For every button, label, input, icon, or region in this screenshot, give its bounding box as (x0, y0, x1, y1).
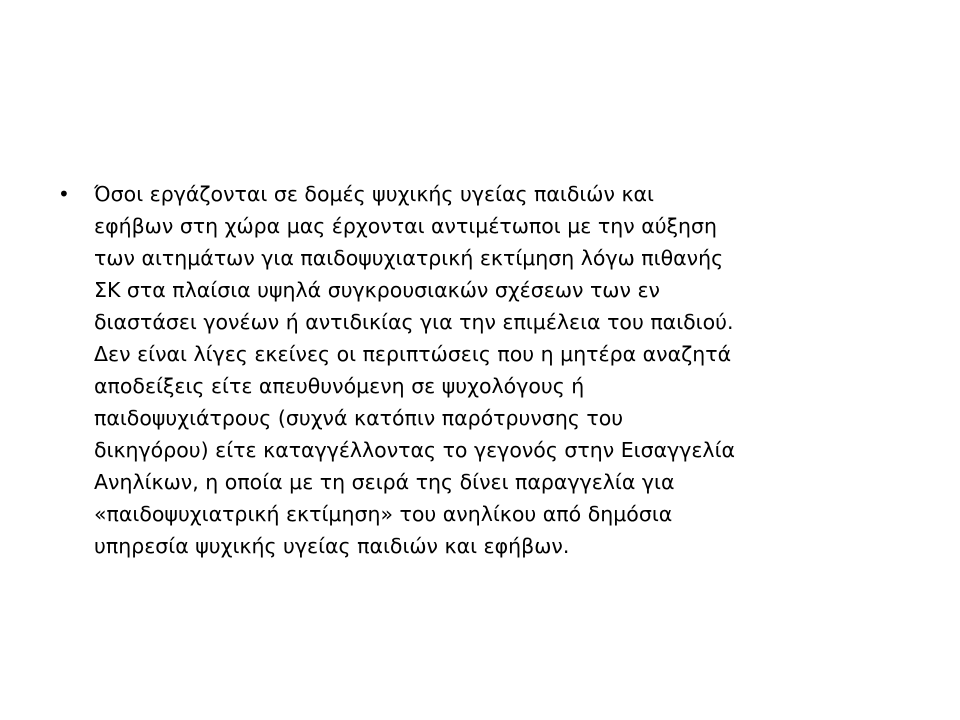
paragraph-line: Ανηλίκων, η οποία με τη σειρά της δίνει παραγγελία για (94, 470, 675, 494)
paragraph-line: ΣΚ στα πλαίσια υψηλά συγκρουσιακών σχέσεων των εν (94, 278, 660, 302)
paragraph-line: εφήβων στη χώρα μας έρχονται αντιμέτωποι με την αύξηση (94, 214, 717, 238)
paragraph-line: διαστάσει γονέων ή αντιδικίας για την επιμέλεια του παιδιού. (94, 310, 734, 334)
bullet-item (58, 178, 918, 562)
paragraph-line: υπηρεσία ψυχικής υγείας παιδιών και εφήβων. (94, 534, 570, 558)
paragraph-line: των αιτημάτων για παιδοψυχιατρική εκτίμηση λόγω πιθανής (94, 246, 724, 270)
paragraph-line: «παιδοψυχιατρική εκτίμηση» του ανηλίκου από δημόσια (94, 502, 673, 526)
bullet-point-icon: • (58, 182, 70, 206)
paragraph-line: Δεν είναι λίγες εκείνες οι περιπτώσεις που η μητέρα αναζητά (94, 342, 732, 366)
paragraph-line: αποδείξεις είτε απευθυνόμενη σε ψυχολόγους ή (94, 374, 585, 398)
paragraph-line: παιδοψυχιάτρους (συχνά κατόπιν παρότρυνσης του (94, 406, 624, 430)
bullet-paragraph (94, 178, 918, 562)
paragraph-line: δικηγόρου) είτε καταγγέλλοντας το γεγονός στην Εισαγγελία (94, 438, 736, 462)
paragraph-line: Όσοι εργάζονται σε δομές ψυχικής υγείας παιδιών και (94, 182, 654, 206)
